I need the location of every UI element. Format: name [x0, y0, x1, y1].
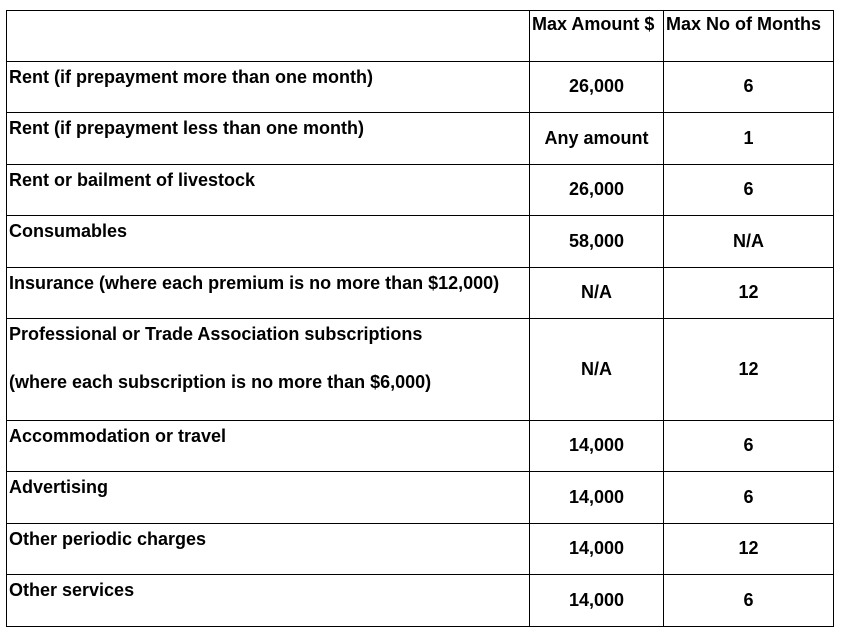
item-label: (where each subscription is no more than $6,000): [9, 371, 432, 392]
table-row: [7, 216, 834, 268]
item-label: Advertising: [9, 477, 109, 497]
prepayment-limits-table: [6, 10, 834, 627]
item-label: Professional or Trade Association subscriptions: [9, 324, 423, 344]
max-months-cell: N/A: [664, 216, 834, 268]
max-amount-cell: Any amount: [530, 113, 664, 165]
max-months-cell: 6: [664, 165, 834, 216]
item-label: Consumables: [9, 221, 128, 241]
item-cell: [7, 472, 530, 524]
header-max-months: Max No of Months: [664, 11, 834, 62]
table-row: [7, 268, 834, 319]
item-cell: [7, 575, 530, 627]
header-item: [7, 11, 530, 62]
item-label: Insurance (where each premium is no more than $12,000): [9, 273, 500, 293]
max-amount-cell: 14,000: [530, 524, 664, 575]
table-row: [7, 62, 834, 113]
item-cell: [7, 113, 530, 165]
table-row: [7, 165, 834, 216]
max-amount-cell: 58,000: [530, 216, 664, 268]
max-amount-cell: 26,000: [530, 165, 664, 216]
max-months-cell: 12: [664, 524, 834, 575]
item-cell: [7, 421, 530, 472]
table-row: [7, 113, 834, 165]
max-months-cell: 12: [664, 319, 834, 421]
table-row: [7, 319, 834, 421]
max-amount-cell: N/A: [530, 319, 664, 421]
table-row: [7, 524, 834, 575]
item-cell: [7, 62, 530, 113]
item-label: Rent (if prepayment less than one month): [9, 118, 365, 138]
table-row: [7, 575, 834, 627]
item-label: Accommodation or travel: [9, 426, 227, 446]
item-cell: [7, 319, 530, 421]
table-row: [7, 472, 834, 524]
table-row: [7, 421, 834, 472]
header-max-amount: Max Amount $: [530, 11, 664, 62]
item-cell: [7, 524, 530, 575]
table-body: [7, 11, 834, 627]
max-amount-cell: 14,000: [530, 472, 664, 524]
item-cell: [7, 216, 530, 268]
header-row: [7, 11, 834, 62]
item-cell: [7, 268, 530, 319]
max-months-cell: 1: [664, 113, 834, 165]
item-label: Rent or bailment of livestock: [9, 170, 256, 190]
max-amount-cell: 14,000: [530, 575, 664, 627]
max-months-cell: 6: [664, 421, 834, 472]
item-label: Rent (if prepayment more than one month): [9, 67, 374, 87]
item-label: Other periodic charges: [9, 529, 207, 549]
max-months-cell: 12: [664, 268, 834, 319]
max-months-cell: 6: [664, 472, 834, 524]
max-amount-cell: 26,000: [530, 62, 664, 113]
item-cell: [7, 165, 530, 216]
max-amount-cell: 14,000: [530, 421, 664, 472]
max-months-cell: 6: [664, 575, 834, 627]
item-label: Other services: [9, 580, 135, 600]
max-months-cell: 6: [664, 62, 834, 113]
max-amount-cell: N/A: [530, 268, 664, 319]
